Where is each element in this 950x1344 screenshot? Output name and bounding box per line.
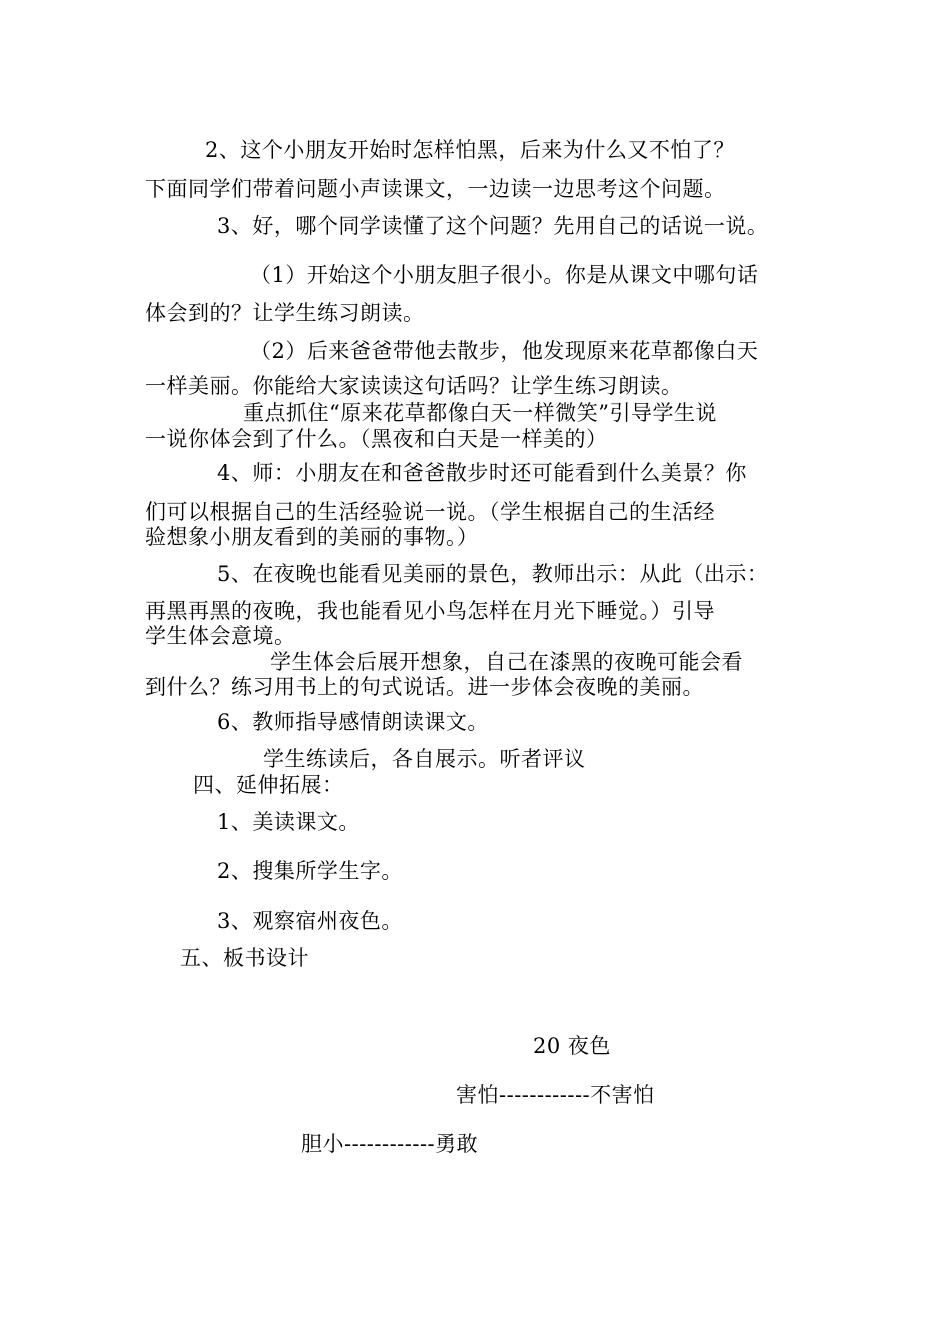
- practice-note: 学生练读后，各自展示。听者评议: [263, 747, 586, 771]
- paragraph-4-line-2: 们可以根据自己的生活经验说一说。（学生根据自己的生活经: [145, 500, 715, 524]
- paragraph-5-line-3: 学生体会意境。: [145, 624, 296, 648]
- paragraph-4-line-3: 验想象小朋友看到的美丽的事物。）: [145, 525, 479, 549]
- board-line-2: 胆小------------勇敢: [301, 1132, 479, 1156]
- board-title: 20 夜色: [533, 1034, 611, 1058]
- section-4-item-1: 1、美读课文。: [217, 810, 360, 834]
- board-line-1: 害怕------------不害怕: [456, 1083, 655, 1107]
- paragraph-5-line-1: 5、在夜晚也能看见美丽的景色，教师出示：从此（出示：: [217, 562, 769, 586]
- focus-line-1: 重点抓住“原来花草都像白天一样微笑”引导学生说: [243, 401, 717, 425]
- paragraph-6: 6、教师指导感情朗读课文。: [217, 710, 489, 734]
- paragraph-5-line-2: 再黑再黑的夜晚，我也能看见小鸟怎样在月光下睡觉。）引导: [145, 599, 715, 623]
- imagination-line-1: 学生体会后展开想象，自己在漆黑的夜晚可能会看: [270, 650, 743, 674]
- section-4-item-2: 2、搜集所学生字。: [217, 859, 403, 883]
- section-4-heading: 四、延伸拓展：: [193, 773, 344, 797]
- paragraph-2-line-1: 2、这个小朋友开始时怎样怕黑，后来为什么又不怕了？: [205, 138, 735, 162]
- section-4-item-3: 3、观察宿州夜色。: [217, 909, 403, 933]
- paragraph-3: 3、好，哪个同学读懂了这个问题？先用自己的话说一说。: [217, 214, 769, 238]
- paragraph-4-line-1: 4、师：小朋友在和爸爸散步时还可能看到什么美景？你: [217, 461, 747, 485]
- focus-line-2: 一说你体会到了什么。（黑夜和白天是一样美的）: [145, 427, 608, 451]
- sub-item-1-line-2: 体会到的？让学生练习朗读。: [145, 301, 425, 325]
- sub-item-1-line-1: （1）开始这个小朋友胆子很小。你是从课文中哪句话: [250, 263, 759, 287]
- imagination-line-2: 到什么？练习用书上的句式说话。进一步体会夜晚的美丽。: [145, 675, 704, 699]
- sub-item-2-line-1: （2）后来爸爸带他去散步，他发现原来花草都像白天: [250, 339, 759, 363]
- section-5-heading: 五、板书设计: [180, 946, 309, 970]
- sub-item-2-line-2: 一样美丽。你能给大家读读这句话吗？让学生练习朗读。: [145, 374, 683, 398]
- paragraph-2-line-2: 下面同学们带着问题小声读课文，一边读一边思考这个问题。: [145, 177, 726, 201]
